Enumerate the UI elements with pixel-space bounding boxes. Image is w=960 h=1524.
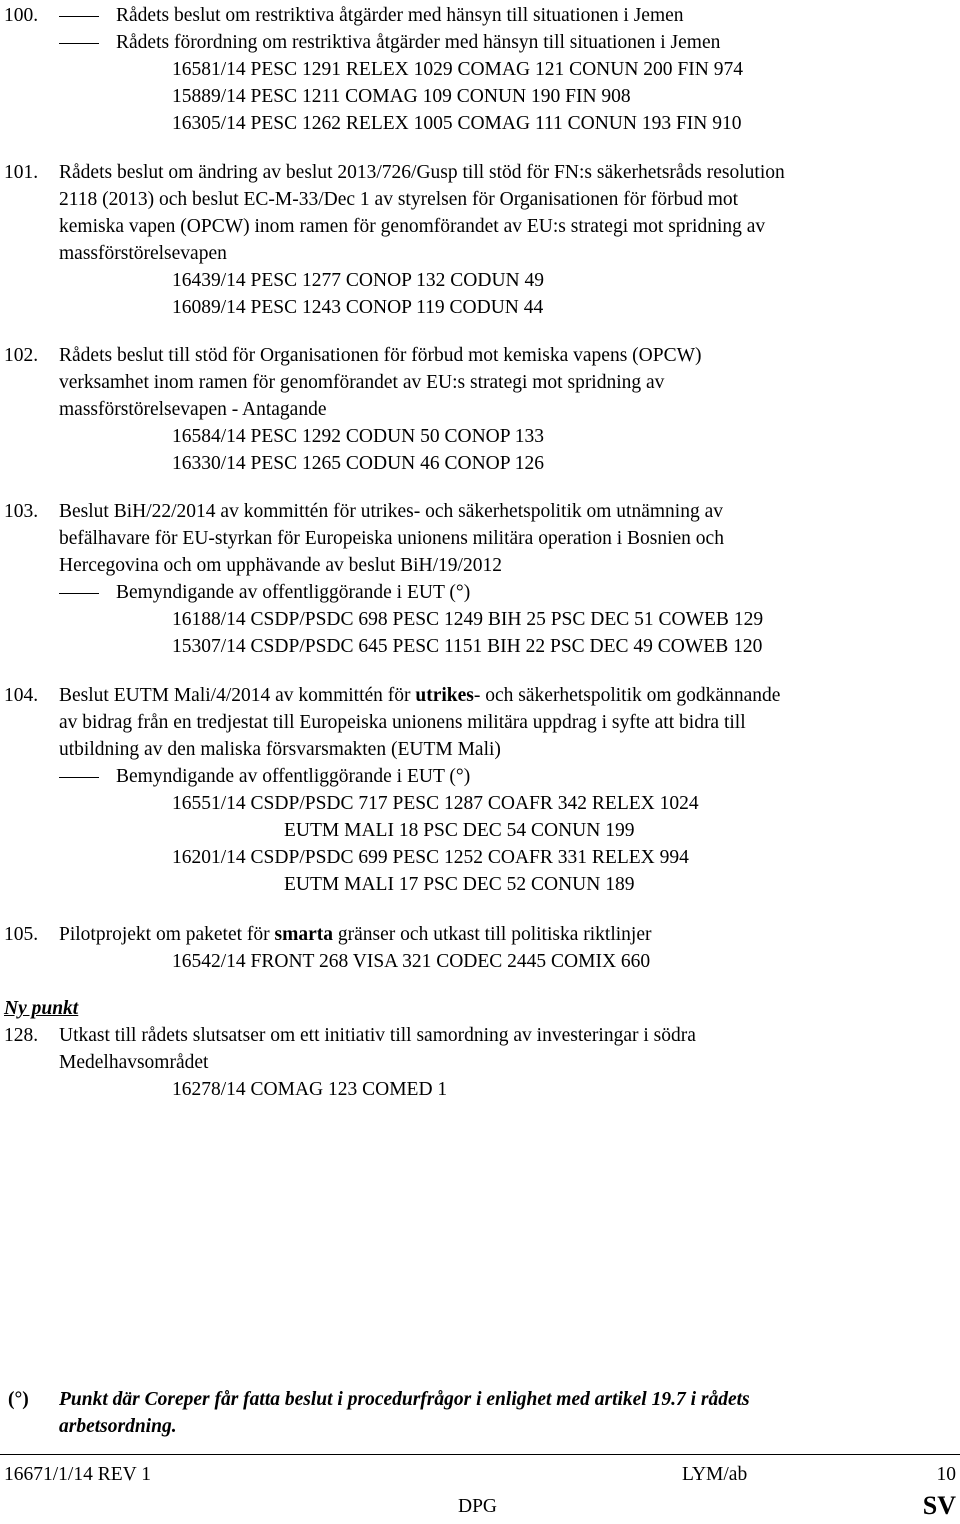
item-103-subtitle: Bemyndigande av offentliggörande i EUT (°): [116, 582, 471, 603]
footer-language-code: SV: [922, 1491, 956, 1520]
item-102-ref-1: 16584/14 PESC 1292 CODUN 50 CONOP 133: [172, 426, 544, 447]
item-101-line-3: kemiska vapen (OPCW) inom ramen för genomförandet av EU:s strategi mot spridning av: [59, 216, 766, 237]
item-100-ref-2: 15889/14 PESC 1211 COMAG 109 CONUN 190 FIN 908: [172, 86, 631, 107]
item-104-line-3: utbildning av den maliska försvarsmakten (EUTM Mali): [59, 739, 501, 760]
item-104-number: 104.: [4, 685, 39, 706]
item-103-number: 103.: [4, 501, 39, 522]
item-104-line-1: Beslut EUTM Mali/4/2014 av kommittén för utrikes- och säkerhetspolitik om godkännande: [59, 685, 781, 706]
item-102-line-2: verksamhet inom ramen för genomförandet av EU:s strategi mot spridning av: [59, 372, 665, 393]
item-103-ref-2: 15307/14 CSDP/PSDC 645 PESC 1151 BIH 22 PSC DEC 49 COWEB 120: [172, 636, 763, 657]
footnote-line-1: Punkt där Coreper får fatta beslut i procedurfrågor i enlighet med artikel 19.7 i rådets: [59, 1389, 750, 1410]
item-104-ref-1: 16551/14 CSDP/PSDC 717 PESC 1287 COAFR 342 RELEX 1024: [172, 793, 699, 814]
item-128-ref-1: 16278/14 COMAG 123 COMED 1: [172, 1079, 448, 1100]
item-100-title: Rådets beslut om restriktiva åtgärder med hänsyn till situationen i Jemen: [116, 5, 684, 26]
footer-department: DPG: [458, 1496, 498, 1517]
item-105-number: 105.: [4, 924, 39, 945]
item-102-ref-2: 16330/14 PESC 1265 CODUN 46 CONOP 126: [172, 453, 544, 474]
item-104-line-2: av bidrag från en tredjestat till Europeiska unionens militära uppdrag i syfte att bidra till: [59, 712, 746, 733]
footnote-mark: (°): [8, 1389, 29, 1410]
item-103-line-3: Hercegovina och om upphävande av beslut BiH/19/2012: [59, 555, 502, 576]
dash-bullet: [59, 777, 99, 778]
footnote-line-2: arbetsordning.: [59, 1416, 177, 1437]
new-point-heading: Ny punkt: [4, 998, 79, 1019]
item-100-number: 100.: [4, 5, 39, 26]
footer-page-number: 10: [936, 1464, 956, 1485]
item-100-subtitle: Rådets förordning om restriktiva åtgärder med hänsyn till situationen i Jemen: [116, 32, 721, 53]
dash-bullet: [59, 16, 99, 17]
item-103-line-2: befälhavare för EU-styrkan för Europeiska unionens militära operation i Bosnien och: [59, 528, 724, 549]
item-104-ref-1-cont: EUTM MALI 18 PSC DEC 54 CONUN 199: [284, 820, 635, 841]
item-128-number: 128.: [4, 1025, 39, 1046]
item-101-line-4: massförstörelsevapen: [59, 243, 227, 264]
item-100-ref-1: 16581/14 PESC 1291 RELEX 1029 COMAG 121 CONUN 200 FIN 974: [172, 59, 743, 80]
item-101-line-2: 2118 (2013) och beslut EC-M-33/Dec 1 av styrelsen för Organisationen för förbud mot: [59, 189, 739, 210]
item-104-ref-2-cont: EUTM MALI 17 PSC DEC 52 CONUN 189: [284, 874, 635, 895]
item-102-number: 102.: [4, 345, 39, 366]
item-103-ref-1: 16188/14 CSDP/PSDC 698 PESC 1249 BIH 25 PSC DEC 51 COWEB 129: [172, 609, 764, 630]
footer-rule: [0, 1454, 960, 1455]
item-102-line-3: massförstörelsevapen - Antagande: [59, 399, 327, 420]
dash-bullet: [59, 593, 99, 594]
dash-bullet: [59, 43, 99, 44]
item-105-line-1: Pilotprojekt om paketet för smarta gränser och utkast till politiska riktlinjer: [59, 924, 652, 945]
item-100-ref-3: 16305/14 PESC 1262 RELEX 1005 COMAG 111 CONUN 193 FIN 910: [172, 113, 742, 134]
item-128-line-1: Utkast till rådets slutsatser om ett initiativ till samordning av investeringar i södra: [59, 1025, 696, 1046]
item-104-subtitle: Bemyndigande av offentliggörande i EUT (°): [116, 766, 471, 787]
item-104-ref-2: 16201/14 CSDP/PSDC 699 PESC 1252 COAFR 331 RELEX 994: [172, 847, 689, 868]
footer-doc-ref: 16671/1/14 REV 1: [4, 1464, 151, 1485]
item-103-line-1: Beslut BiH/22/2014 av kommittén för utrikes- och säkerhetspolitik om utnämning av: [59, 501, 723, 522]
footer-initials: LYM/ab: [682, 1464, 748, 1485]
item-101-ref-1: 16439/14 PESC 1277 CONOP 132 CODUN 49: [172, 270, 544, 291]
item-105-ref-1: 16542/14 FRONT 268 VISA 321 CODEC 2445 COMIX 660: [172, 951, 651, 972]
item-128-line-2: Medelhavsområdet: [59, 1052, 209, 1073]
item-101-ref-2: 16089/14 PESC 1243 CONOP 119 CODUN 44: [172, 297, 544, 318]
item-101-line-1: Rådets beslut om ändring av beslut 2013/726/Gusp till stöd för FN:s säkerhetsråds resolution: [59, 162, 785, 183]
item-102-line-1: Rådets beslut till stöd för Organisationen för förbud mot kemiska vapens (OPCW): [59, 345, 702, 366]
item-101-number: 101.: [4, 162, 39, 183]
